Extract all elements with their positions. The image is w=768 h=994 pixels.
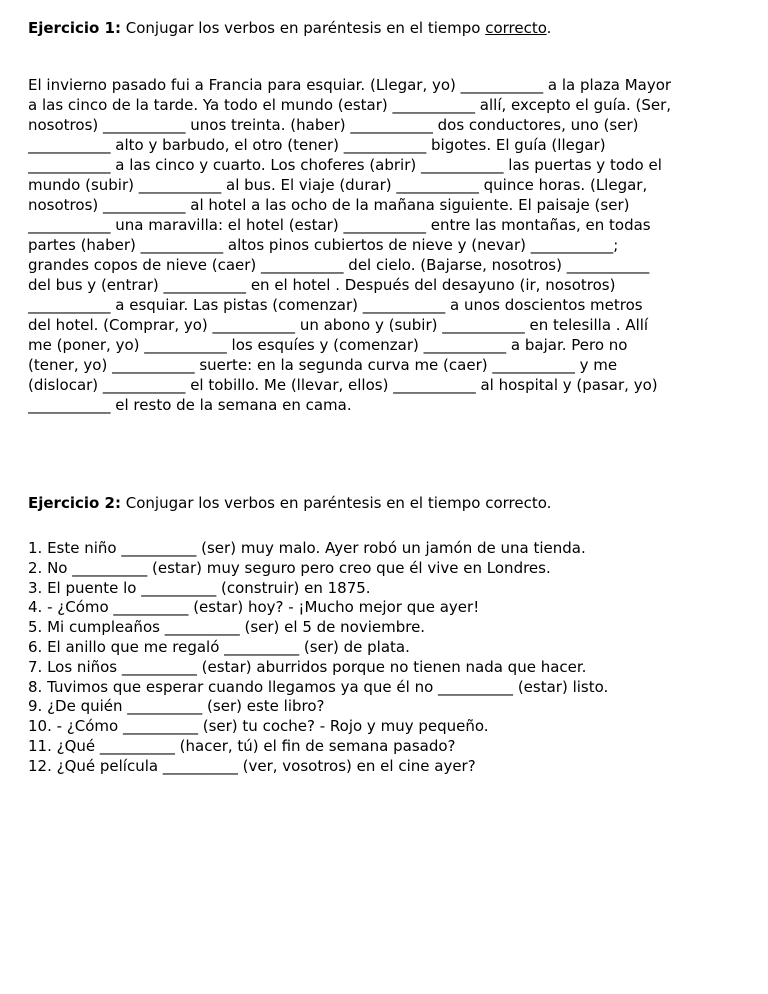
list-item: 8. Tuvimos que esperar cuando llegamos ya que él no __________ (estar) listo.: [28, 677, 609, 696]
list-item: 11. ¿Qué __________ (hacer, tú) el fin de semana pasado?: [28, 736, 456, 755]
paragraph-line: ___________ el resto de la semana en cama.: [28, 396, 352, 414]
exercise-2-list: [28, 539, 608, 777]
exercise-1-instruction-underlined: correcto: [485, 19, 547, 37]
paragraph-line: ___________ a las cinco y cuarto. Los choferes (abrir) ___________ las puertas y todo el: [28, 156, 662, 174]
paragraph-line: (tener, yo) ___________ suerte: en la segunda curva me (caer) ___________ y me: [28, 356, 618, 374]
exercise-1-paragraph: [28, 75, 741, 415]
paragraph-line: ___________ una maravilla: el hotel (estar) ___________ entre las montañas, en todas: [28, 216, 651, 234]
paragraph-line: a las cinco de la tarde. Ya todo el mundo (estar) ___________ allí, excepto el guía. (Ser,: [28, 96, 672, 114]
paragraph-line: ___________ alto y barbudo, el otro (tener) ___________ bigotes. El guía (llegar): [28, 136, 606, 154]
paragraph-line: del bus y (entrar) ___________ en el hotel . Después del desayuno (ir, nosotros): [28, 276, 616, 294]
exercise-2-instruction: Conjugar los verbos en paréntesis en el tiempo correcto.: [121, 494, 552, 512]
list-item: 9. ¿De quién __________ (ser) este libro?: [28, 697, 325, 716]
paragraph-line: del hotel. (Comprar, yo) ___________ un abono y (subir) ___________ en telesilla . Allí: [28, 316, 649, 334]
exercise-1-label: Ejercicio 1:: [28, 19, 121, 37]
paragraph-line: grandes copos de nieve (caer) ___________ del cielo. (Bajarse, nosotros) ___________: [28, 256, 650, 274]
list-item: 7. Los niños __________ (estar) aburridos porque no tienen nada que hacer.: [28, 657, 587, 676]
list-item: 4. - ¿Cómo __________ (estar) hoy? - ¡Mucho mejor que ayer!: [28, 598, 480, 617]
exercise-2-heading: [28, 493, 551, 513]
exercise-1-instruction: Conjugar los verbos en paréntesis en el tiempo: [121, 19, 486, 37]
list-item: 10. - ¿Cómo __________ (ser) tu coche? - Rojo y muy pequeño.: [28, 717, 489, 736]
list-item: 2. No __________ (estar) muy seguro pero creo que él vive en Londres.: [28, 558, 551, 577]
paragraph-line: me (poner, yo) ___________ los esquíes y (comenzar) ___________ a bajar. Pero no: [28, 336, 628, 354]
exercise-1-instruction-end: .: [546, 19, 552, 37]
paragraph-line: mundo (subir) ___________ al bus. El viaje (durar) ___________ quince horas. (Llegar,: [28, 176, 648, 194]
paragraph-line: partes (haber) ___________ altos pinos cubiertos de nieve y (nevar) ___________;: [28, 236, 619, 254]
exercise-2-label: Ejercicio 2:: [28, 494, 121, 512]
list-item: 6. El anillo que me regaló __________ (ser) de plata.: [28, 637, 410, 656]
paragraph-line: ___________ a esquiar. Las pistas (comenzar) ___________ a unos doscientos metros: [28, 296, 643, 314]
paragraph-line: nosotros) ___________ unos treinta. (haber) ___________ dos conductores, uno (ser): [28, 116, 639, 134]
list-item: 12. ¿Qué película __________ (ver, vosotros) en el cine ayer?: [28, 756, 476, 775]
worksheet-page: [28, 12, 741, 775]
paragraph-line: (dislocar) ___________ el tobillo. Me (llevar, ellos) ___________ al hospital y (pasar, yo): [28, 376, 658, 394]
list-item: 3. El puente lo __________ (construir) en 1875.: [28, 578, 371, 597]
list-item: 1. Este niño __________ (ser) muy malo. Ayer robó un jamón de una tienda.: [28, 539, 586, 557]
paragraph-line: El invierno pasado fui a Francia para esquiar. (Llegar, yo) ___________ a la plaza Mayor: [28, 76, 672, 94]
paragraph-line: nosotros) ___________ al hotel a las ocho de la mañana siguiente. El paisaje (ser): [28, 196, 630, 214]
exercise-1-heading: [28, 18, 741, 38]
list-item: 5. Mi cumpleaños __________ (ser) el 5 de noviembre.: [28, 618, 426, 637]
